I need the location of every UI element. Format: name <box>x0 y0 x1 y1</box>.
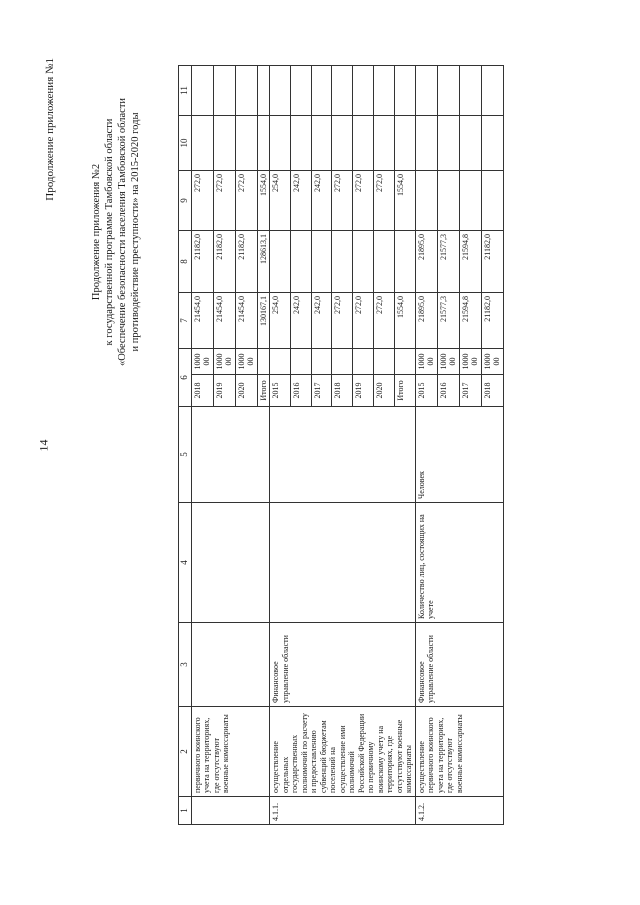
appendix-continuation-2 <box>90 52 142 412</box>
cell: 21182,0 <box>235 231 257 293</box>
cell <box>270 116 291 171</box>
cell <box>191 503 270 623</box>
cell <box>270 407 416 503</box>
cell <box>290 349 311 375</box>
cell: осуществление отдельных государственных полномочий по расчету и предоставлению субвенций бюджетам поселений на осуществление ими полномочий Российской Федерации по первичному воинскому учету на территориях, где отсутствуют военные комиссариаты <box>270 707 416 797</box>
cell <box>353 349 374 375</box>
cell: 1000 00 <box>191 349 213 375</box>
cell: 2019 <box>353 375 374 407</box>
cell: 21895,0 <box>415 231 437 293</box>
cell <box>394 116 415 171</box>
cell: 1000 00 <box>213 349 235 375</box>
cell <box>191 407 270 503</box>
cell <box>332 66 353 116</box>
cell: Количество лиц, состоящих на учете <box>415 503 503 623</box>
cell: 21577,3 <box>437 293 459 349</box>
cell: Человек <box>415 407 503 503</box>
cell <box>311 349 332 375</box>
col-header: 3 <box>179 623 192 707</box>
col-header: 11 <box>179 66 192 116</box>
cell: 1000 00 <box>481 349 503 375</box>
cell <box>332 116 353 171</box>
header-line-3: «Обеспечение безопасности населения Тамбовской области <box>117 97 128 367</box>
cell: 2018 <box>191 375 213 407</box>
cell <box>257 66 270 116</box>
cell: 130167,1 <box>257 293 270 349</box>
cell <box>481 66 503 116</box>
cell <box>213 116 235 171</box>
cell <box>373 349 394 375</box>
appendix-continuation-1: Продолжение приложения №1 <box>44 58 56 201</box>
cell: 1000 00 <box>235 349 257 375</box>
cell <box>290 231 311 293</box>
cell <box>415 171 437 231</box>
cell: 1000 00 <box>415 349 437 375</box>
column-number-row <box>179 66 192 825</box>
cell: 2019 <box>213 375 235 407</box>
cell <box>257 116 270 171</box>
cell: первичного воинского учета на территориях, где отсутствуют военные комиссариаты <box>191 707 270 797</box>
page-number: 14 <box>36 439 51 452</box>
cell <box>270 503 416 623</box>
cell: 272,0 <box>235 171 257 231</box>
cell: 4.1.1. <box>270 797 416 825</box>
cell: 2017 <box>311 375 332 407</box>
cell <box>235 66 257 116</box>
cell: 1000 00 <box>459 349 481 375</box>
cell <box>290 116 311 171</box>
cell <box>415 116 437 171</box>
cell <box>311 116 332 171</box>
cell: осуществление первичного воинского учета на территориях, где отсутствуют военные комиссариаты <box>415 707 503 797</box>
cell: 272,0 <box>353 293 374 349</box>
col-header: 6 <box>179 349 192 407</box>
program-table <box>178 65 504 825</box>
cell <box>353 116 374 171</box>
table-row <box>415 66 437 825</box>
cell: 2020 <box>235 375 257 407</box>
col-header: 7 <box>179 293 192 349</box>
cell: Итого <box>394 375 415 407</box>
table-row <box>270 66 291 825</box>
cell <box>290 66 311 116</box>
cell <box>213 66 235 116</box>
cell: 21895,0 <box>415 293 437 349</box>
cell <box>311 66 332 116</box>
cell: 2018 <box>332 375 353 407</box>
cell <box>437 171 459 231</box>
cell: 4.1.2. <box>415 797 503 825</box>
cell <box>373 231 394 293</box>
cell: 1554,0 <box>394 293 415 349</box>
cell: 2016 <box>437 375 459 407</box>
cell: 21182,0 <box>191 231 213 293</box>
header <box>0 0 180 905</box>
cell <box>373 66 394 116</box>
cell <box>257 349 270 375</box>
col-header: 9 <box>179 171 192 231</box>
cell: 128613,1 <box>257 231 270 293</box>
cell <box>394 349 415 375</box>
col-header: 8 <box>179 231 192 293</box>
cell: 1554,0 <box>257 171 270 231</box>
header-line-4: и противодействие преступности» на 2015-2020 годы <box>130 112 141 352</box>
cell <box>373 116 394 171</box>
cell <box>191 797 270 825</box>
cell: 21454,0 <box>235 293 257 349</box>
cell: 1000 00 <box>437 349 459 375</box>
cell: 1554,0 <box>394 171 415 231</box>
cell <box>332 231 353 293</box>
cell: 21182,0 <box>481 293 503 349</box>
cell <box>353 66 374 116</box>
cell: 2020 <box>373 375 394 407</box>
cell: 272,0 <box>332 171 353 231</box>
cell <box>332 349 353 375</box>
table-row <box>191 66 213 825</box>
col-header: 2 <box>179 707 192 797</box>
cell <box>459 171 481 231</box>
cell <box>394 66 415 116</box>
cell <box>235 116 257 171</box>
cell <box>353 231 374 293</box>
cell: 272,0 <box>373 293 394 349</box>
cell: 242,0 <box>311 293 332 349</box>
cell: 272,0 <box>353 171 374 231</box>
cell: 242,0 <box>311 171 332 231</box>
cell: 242,0 <box>290 293 311 349</box>
header-line-1: Продолжение приложения №2 <box>91 163 102 301</box>
cell: 272,0 <box>332 293 353 349</box>
cell: 21594,8 <box>459 231 481 293</box>
col-header: 4 <box>179 503 192 623</box>
cell: 242,0 <box>290 171 311 231</box>
cell: 2018 <box>481 375 503 407</box>
cell: 21454,0 <box>191 293 213 349</box>
cell <box>311 231 332 293</box>
cell: 21454,0 <box>213 293 235 349</box>
cell: 272,0 <box>373 171 394 231</box>
cell <box>270 66 291 116</box>
cell <box>270 231 291 293</box>
cell: Финансовое управление области <box>270 623 416 707</box>
cell: 21577,3 <box>437 231 459 293</box>
cell <box>459 116 481 171</box>
cell <box>191 623 270 707</box>
cell <box>481 116 503 171</box>
cell: 272,0 <box>191 171 213 231</box>
cell: 21594,8 <box>459 293 481 349</box>
col-header: 5 <box>179 407 192 503</box>
cell: 2015 <box>270 375 291 407</box>
cell <box>191 66 213 116</box>
cell <box>415 66 437 116</box>
cell <box>270 349 291 375</box>
col-header: 1 <box>179 797 192 825</box>
cell: 2015 <box>415 375 437 407</box>
cell: 2016 <box>290 375 311 407</box>
cell <box>191 116 213 171</box>
cell: 21182,0 <box>481 231 503 293</box>
cell: 272,0 <box>213 171 235 231</box>
cell <box>459 66 481 116</box>
cell <box>437 116 459 171</box>
col-header: 10 <box>179 116 192 171</box>
cell: 254,0 <box>270 293 291 349</box>
cell: 254,0 <box>270 171 291 231</box>
cell: 2017 <box>459 375 481 407</box>
cell <box>481 171 503 231</box>
cell: Финансовое управление области <box>415 623 503 707</box>
header-line-2: к государственной программе Тамбовской области <box>104 118 115 346</box>
cell: 21182,0 <box>213 231 235 293</box>
cell <box>437 66 459 116</box>
cell <box>394 231 415 293</box>
cell: Итого <box>257 375 270 407</box>
